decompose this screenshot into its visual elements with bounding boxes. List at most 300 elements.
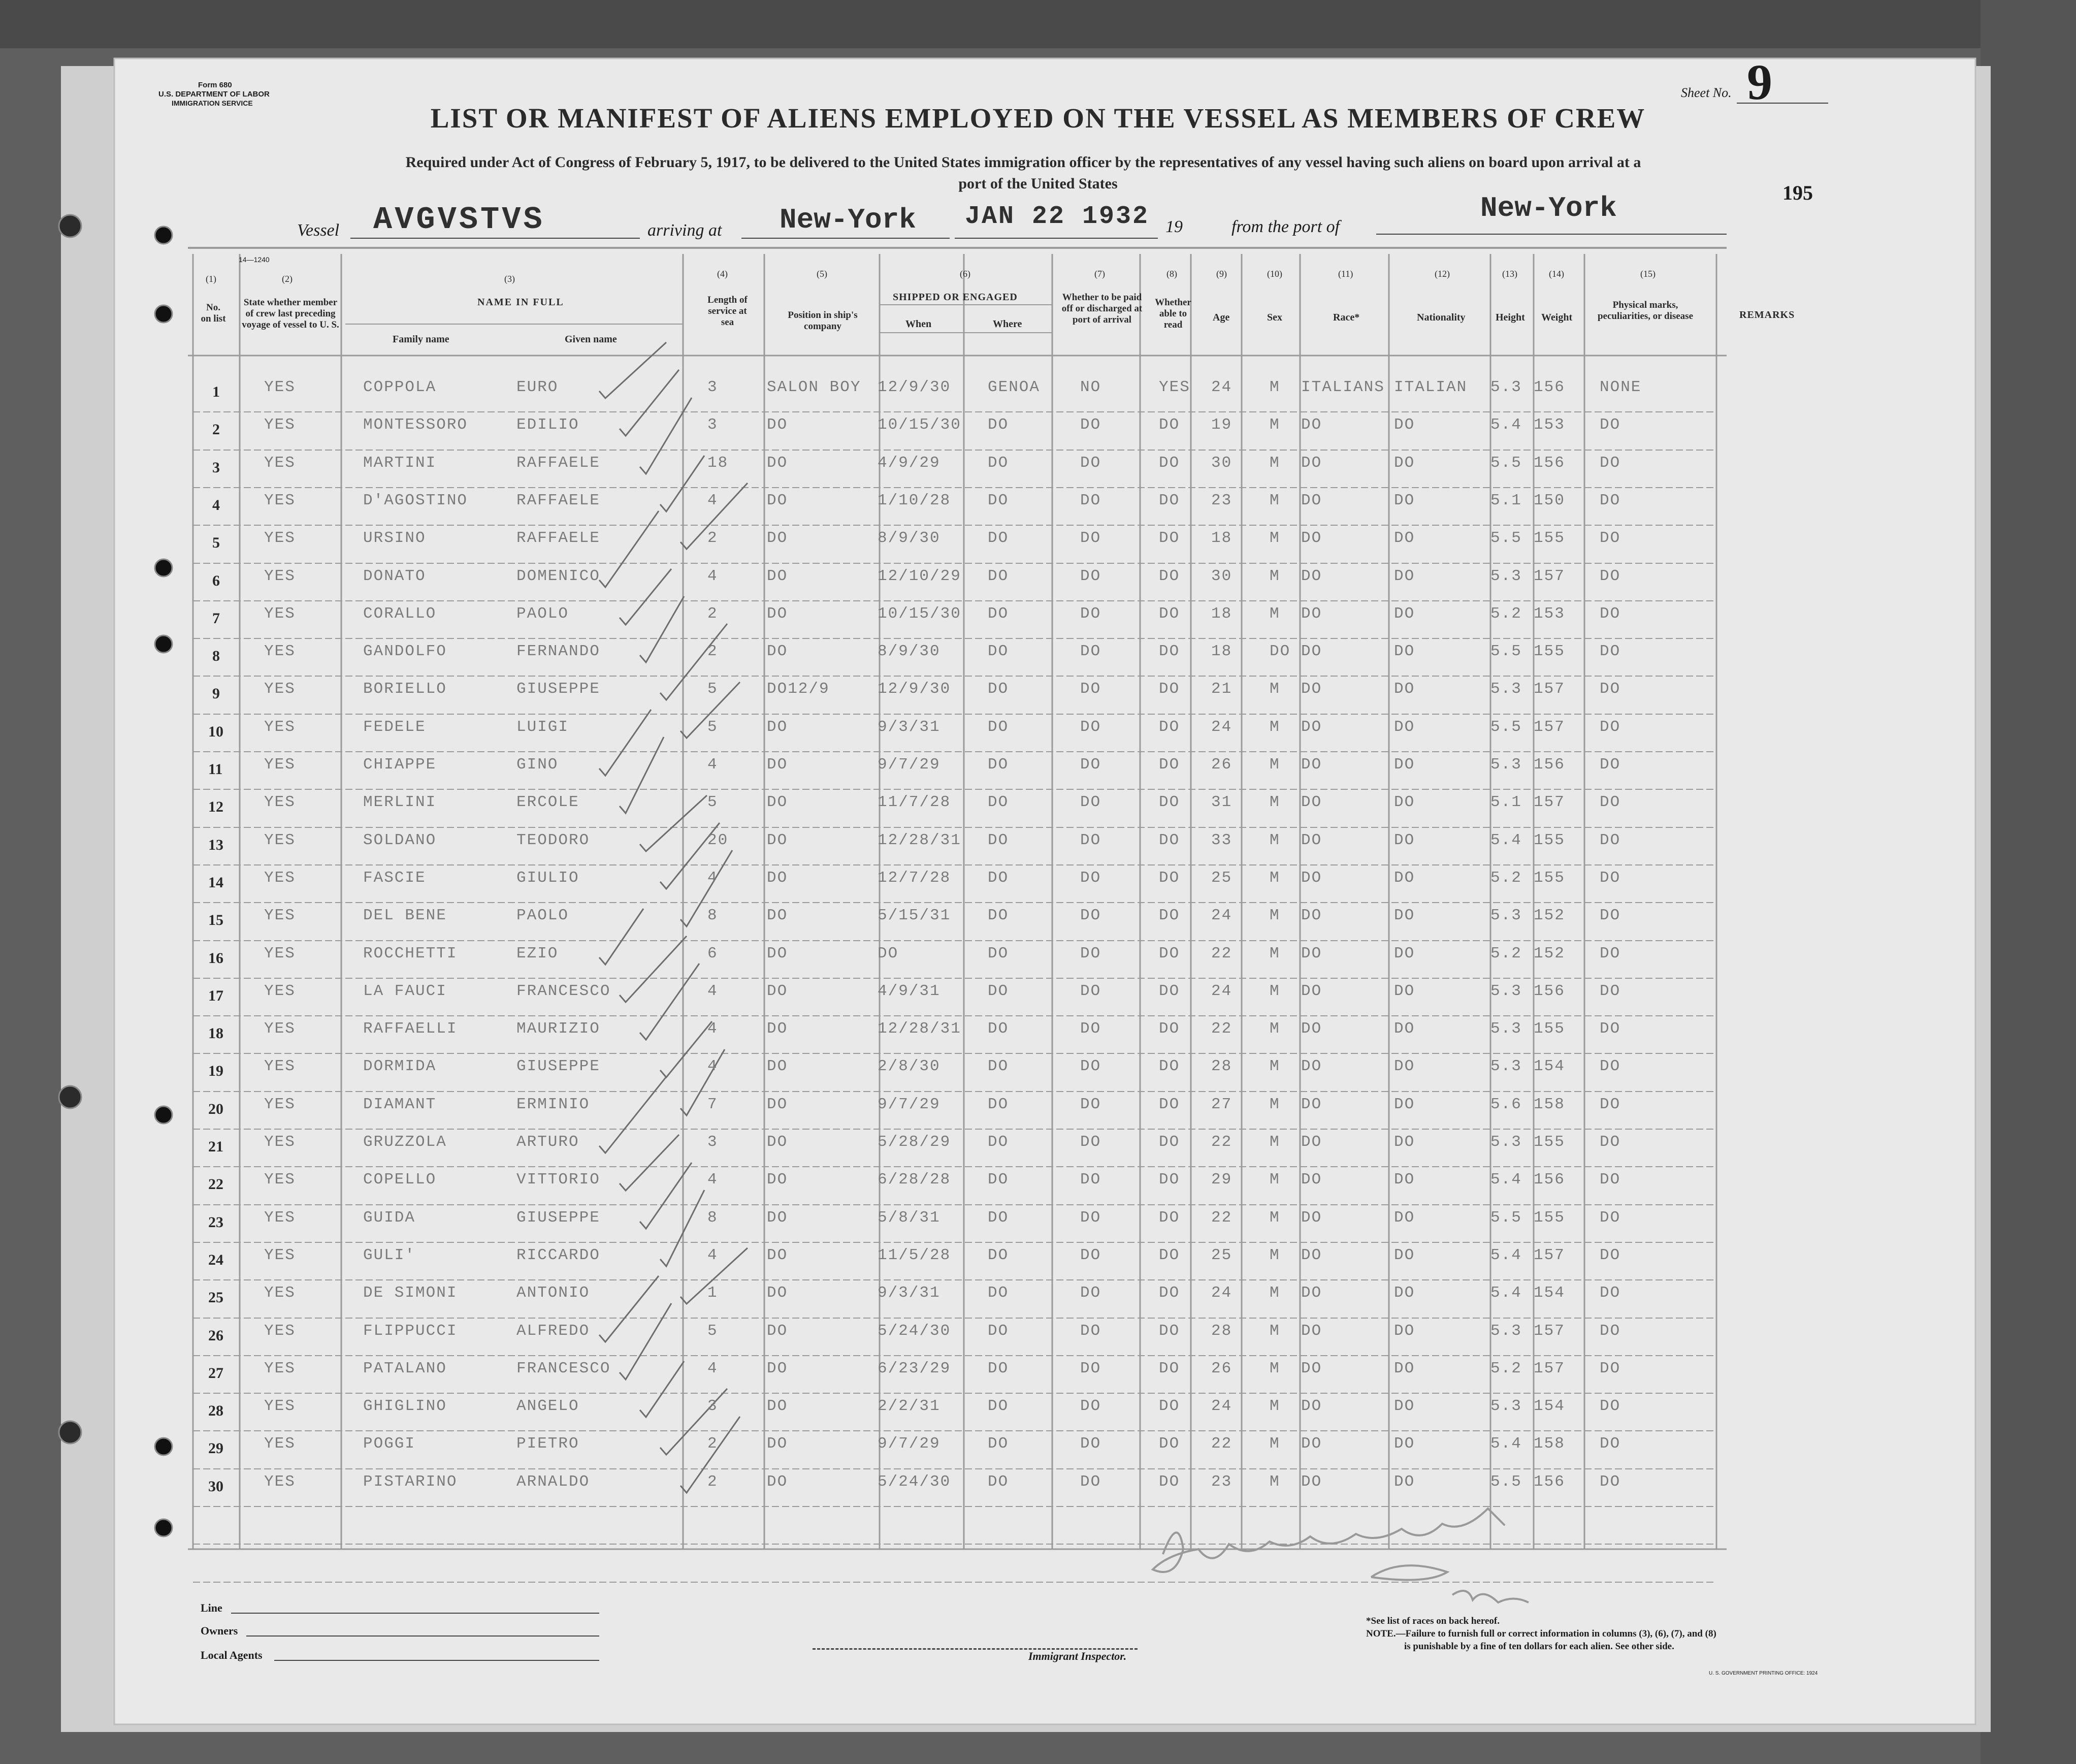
cell-height: 5.3 xyxy=(1490,982,1522,1000)
cell-family: SOLDANO xyxy=(363,831,437,849)
arriving-port: New-York xyxy=(780,204,916,236)
cell-service: 4 xyxy=(707,567,718,585)
cell-given: RAFFAELE xyxy=(516,454,600,472)
cell-marks: DO xyxy=(1600,1171,1621,1189)
cell-given: EDILIO xyxy=(516,416,579,434)
cell-age: 19 xyxy=(1211,416,1232,434)
cell-position: DO xyxy=(767,643,788,660)
cell-age: 18 xyxy=(1211,529,1232,547)
cell-height: 5.4 xyxy=(1490,1435,1522,1453)
cell-read: DO xyxy=(1159,1397,1180,1415)
row-number: 2 xyxy=(212,421,220,438)
cell-height: 5.3 xyxy=(1490,1397,1522,1415)
cell-nationality: DO xyxy=(1394,1397,1415,1415)
cell-family: DIAMANT xyxy=(363,1096,437,1113)
cell-weight: 157 xyxy=(1534,1322,1565,1340)
cell-prev: YES xyxy=(264,945,296,963)
cell-given: GIUSEPPE xyxy=(516,1057,600,1075)
page-title: LIST OR MANIFEST OF ALIENS EMPLOYED ON THE VESSEL AS MEMBERS OF CREW xyxy=(430,103,1646,134)
cell-age: 26 xyxy=(1211,1360,1232,1377)
cell-service: 2 xyxy=(707,529,718,547)
cell-race: DO xyxy=(1301,756,1322,774)
col-13-label: Height xyxy=(1496,312,1525,323)
cell-service: 2 xyxy=(707,605,718,623)
cell-when: 5/24/30 xyxy=(878,1322,951,1340)
cell-prev: YES xyxy=(264,1360,296,1377)
cell-given: VITTORIO xyxy=(516,1171,600,1189)
cell-where: DO xyxy=(988,1397,1009,1415)
row-number: 25 xyxy=(208,1289,223,1306)
cell-height: 5.3 xyxy=(1490,1057,1522,1075)
row-number: 8 xyxy=(212,648,220,664)
cell-when: 11/7/28 xyxy=(878,793,951,811)
cell-family: DEL BENE xyxy=(363,907,447,924)
col-10-label: Sex xyxy=(1267,312,1282,323)
department: U.S. DEPARTMENT OF LABOR xyxy=(158,90,270,99)
cell-when: 2/2/31 xyxy=(878,1397,940,1415)
cell-sex: M xyxy=(1270,1246,1280,1264)
col-8-label: Whether able to read xyxy=(1155,297,1191,330)
cell-sex: M xyxy=(1270,1435,1280,1453)
cell-position: DO xyxy=(767,605,788,623)
cell-service: 4 xyxy=(707,1020,718,1038)
cell-service: 3 xyxy=(707,1397,718,1415)
cell-given: LUIGI xyxy=(516,718,569,736)
cell-given: GIUSEPPE xyxy=(516,680,600,698)
cell-race: DO xyxy=(1301,982,1322,1000)
cell-sex: M xyxy=(1270,907,1280,924)
cell-race: DO xyxy=(1301,1397,1322,1415)
cell-position: DO xyxy=(767,567,788,585)
cell-nationality: DO xyxy=(1394,643,1415,660)
cell-race: DO xyxy=(1301,1322,1322,1340)
cell-sex: M xyxy=(1270,1397,1280,1415)
cell-height: 5.3 xyxy=(1490,907,1522,924)
cell-weight: 155 xyxy=(1534,529,1565,547)
cell-paid: DO xyxy=(1080,907,1101,924)
cell-sex: M xyxy=(1270,1057,1280,1075)
note-line-1: NOTE.—Failure to furnish full or correct information in columns (3), (6), (7), and (8) xyxy=(1366,1628,1716,1639)
cell-marks: DO xyxy=(1600,1096,1621,1113)
cell-marks: DO xyxy=(1600,1133,1621,1151)
cell-race: DO xyxy=(1301,643,1322,660)
col-remarks-label: REMARKS xyxy=(1739,309,1795,320)
cell-read: YES xyxy=(1159,378,1190,396)
cell-service: 4 xyxy=(707,1360,718,1377)
cell-prev: YES xyxy=(264,1473,296,1491)
cell-age: 23 xyxy=(1211,1473,1232,1491)
cell-when: 12/9/30 xyxy=(878,680,951,698)
cell-when: 9/7/29 xyxy=(878,1435,940,1453)
cell-prev: YES xyxy=(264,1435,296,1453)
cell-where: DO xyxy=(988,756,1009,774)
cell-weight: 155 xyxy=(1534,831,1565,849)
cell-nationality: DO xyxy=(1394,1473,1415,1491)
cell-sex: M xyxy=(1270,605,1280,623)
cell-height: 5.5 xyxy=(1490,454,1522,472)
cell-position: DO xyxy=(767,1435,788,1453)
cell-read: DO xyxy=(1159,1020,1180,1038)
cell-sex: M xyxy=(1270,492,1280,509)
cell-read: DO xyxy=(1159,1209,1180,1227)
cell-height: 5.3 xyxy=(1490,680,1522,698)
cell-height: 5.6 xyxy=(1490,1096,1522,1113)
cell-sex: M xyxy=(1270,982,1280,1000)
cell-where: DO xyxy=(988,1133,1009,1151)
cell-where: DO xyxy=(988,945,1009,963)
cell-read: DO xyxy=(1159,643,1180,660)
cell-position: DO xyxy=(767,1397,788,1415)
cell-family: LA FAUCI xyxy=(363,982,447,1000)
cell-when: 9/3/31 xyxy=(878,718,940,736)
row-number: 24 xyxy=(208,1252,223,1268)
cell-nationality: DO xyxy=(1394,529,1415,547)
cell-given: RAFFAELE xyxy=(516,492,600,509)
cell-race: DO xyxy=(1301,1360,1322,1377)
cell-age: 25 xyxy=(1211,869,1232,887)
row-number: 5 xyxy=(212,534,220,551)
cell-sex: M xyxy=(1270,1360,1280,1377)
cell-given: DOMENICO xyxy=(516,567,600,585)
cell-prev: YES xyxy=(264,1133,296,1151)
cell-family: FEDELE xyxy=(363,718,426,736)
cell-height: 5.4 xyxy=(1490,831,1522,849)
cell-weight: 158 xyxy=(1534,1096,1565,1113)
cell-service: 18 xyxy=(707,454,729,472)
cell-weight: 157 xyxy=(1534,567,1565,585)
cell-nationality: DO xyxy=(1394,1284,1415,1302)
cell-height: 5.5 xyxy=(1490,1209,1522,1227)
cell-family: ROCCHETTI xyxy=(363,945,458,963)
cell-position: DO xyxy=(767,492,788,509)
col-9-label: Age xyxy=(1213,312,1230,323)
col-15-num: (15) xyxy=(1640,269,1656,279)
cell-paid: DO xyxy=(1080,1360,1101,1377)
cell-nationality: DO xyxy=(1394,605,1415,623)
cell-service: 5 xyxy=(707,680,718,698)
cell-nationality: DO xyxy=(1394,718,1415,736)
row-number: 17 xyxy=(208,987,223,1004)
cell-given: FRANCESCO xyxy=(516,982,611,1000)
cell-position: DO xyxy=(767,1209,788,1227)
cell-age: 22 xyxy=(1211,1020,1232,1038)
vessel-underline xyxy=(350,238,640,239)
cell-where: DO xyxy=(988,492,1009,509)
cell-service: 6 xyxy=(707,945,718,963)
cell-height: 5.4 xyxy=(1490,1284,1522,1302)
col-10-num: (10) xyxy=(1267,269,1282,279)
cell-prev: YES xyxy=(264,605,296,623)
col-14-num: (14) xyxy=(1549,269,1564,279)
cell-position: DO xyxy=(767,1057,788,1075)
cell-when: 5/24/30 xyxy=(878,1473,951,1491)
cell-marks: DO xyxy=(1600,1020,1621,1038)
cell-when: 5/28/29 xyxy=(878,1133,951,1151)
cell-nationality: DO xyxy=(1394,680,1415,698)
cell-prev: YES xyxy=(264,1322,296,1340)
cell-where: DO xyxy=(988,567,1009,585)
cell-height: 5.5 xyxy=(1490,1473,1522,1491)
col-12-num: (12) xyxy=(1435,269,1450,279)
cell-position: DO xyxy=(767,416,788,434)
cell-age: 22 xyxy=(1211,1209,1232,1227)
cell-age: 24 xyxy=(1211,1397,1232,1415)
cell-read: DO xyxy=(1159,1360,1180,1377)
cell-service: 20 xyxy=(707,831,729,849)
cell-read: DO xyxy=(1159,1284,1180,1302)
cell-race: DO xyxy=(1301,1171,1322,1189)
cell-height: 5.3 xyxy=(1490,378,1522,396)
cell-race: DO xyxy=(1301,680,1322,698)
cell-marks: DO xyxy=(1600,907,1621,924)
cell-paid: DO xyxy=(1080,982,1101,1000)
cell-position: DO xyxy=(767,1133,788,1151)
agents-label: Local Agents xyxy=(201,1649,263,1661)
cell-paid: DO xyxy=(1080,718,1101,736)
cell-age: 28 xyxy=(1211,1322,1232,1340)
cell-read: DO xyxy=(1159,945,1180,963)
cell-family: BORIELLO xyxy=(363,680,447,698)
cell-where: DO xyxy=(988,1096,1009,1113)
cell-family: CHIAPPE xyxy=(363,756,437,774)
cell-nationality: DO xyxy=(1394,1020,1415,1038)
cell-when: 4/9/29 xyxy=(878,454,940,472)
cell-prev: YES xyxy=(264,416,296,434)
cell-read: DO xyxy=(1159,454,1180,472)
row-number: 1 xyxy=(212,383,220,400)
cell-where: DO xyxy=(988,529,1009,547)
cell-prev: YES xyxy=(264,643,296,660)
cell-where: DO xyxy=(988,1171,1009,1189)
cell-marks: DO xyxy=(1600,718,1621,736)
row-number: 28 xyxy=(208,1402,223,1419)
row-number: 30 xyxy=(208,1478,223,1495)
cell-read: DO xyxy=(1159,1096,1180,1113)
cell-family: DE SIMONI xyxy=(363,1284,458,1302)
cell-race: DO xyxy=(1301,1246,1322,1264)
cell-when: 8/9/30 xyxy=(878,529,940,547)
cell-sex: M xyxy=(1270,869,1280,887)
col-3-num: (3) xyxy=(504,274,515,284)
cell-read: DO xyxy=(1159,1171,1180,1189)
cell-given: ARNALDO xyxy=(516,1473,590,1491)
cell-marks: DO xyxy=(1600,680,1621,698)
cell-sex: M xyxy=(1270,1171,1280,1189)
cell-height: 5.2 xyxy=(1490,605,1522,623)
cell-race: DO xyxy=(1301,831,1322,849)
cell-age: 24 xyxy=(1211,378,1232,396)
row-number: 26 xyxy=(208,1327,223,1344)
cell-service: 4 xyxy=(707,869,718,887)
cell-sex: DO xyxy=(1270,643,1291,660)
cell-age: 22 xyxy=(1211,1435,1232,1453)
stamp-number: 195 xyxy=(1782,181,1813,204)
cell-position: DO xyxy=(767,907,788,924)
cell-height: 5.3 xyxy=(1490,1322,1522,1340)
cell-service: 3 xyxy=(707,1133,718,1151)
cell-paid: DO xyxy=(1080,492,1101,509)
cell-prev: YES xyxy=(264,718,296,736)
cell-prev: YES xyxy=(264,1171,296,1189)
cell-position: DO xyxy=(767,1171,788,1189)
cell-paid: DO xyxy=(1080,756,1101,774)
cell-service: 4 xyxy=(707,492,718,509)
col-3-family: Family name xyxy=(393,334,449,345)
cell-where: DO xyxy=(988,1322,1009,1340)
cell-weight: 155 xyxy=(1534,869,1565,887)
cell-height: 5.3 xyxy=(1490,756,1522,774)
cell-given: PAOLO xyxy=(516,605,569,623)
vessel-label: Vessel xyxy=(297,221,340,240)
cell-service: 1 xyxy=(707,1284,718,1302)
cell-sex: M xyxy=(1270,680,1280,698)
cell-marks: DO xyxy=(1600,416,1621,434)
cell-read: DO xyxy=(1159,416,1180,434)
cell-paid: DO xyxy=(1080,416,1101,434)
cell-prev: YES xyxy=(264,1096,296,1113)
cell-paid: DO xyxy=(1080,1322,1101,1340)
cell-marks: DO xyxy=(1600,1209,1621,1227)
cell-age: 25 xyxy=(1211,1246,1232,1264)
from-port: New-York xyxy=(1480,192,1617,224)
cell-prev: YES xyxy=(264,1284,296,1302)
cell-prev: YES xyxy=(264,1209,296,1227)
cell-sex: M xyxy=(1270,1133,1280,1151)
vessel-name: AVGVSTVS xyxy=(373,202,545,238)
cell-race: DO xyxy=(1301,945,1322,963)
cell-paid: DO xyxy=(1080,567,1101,585)
cell-service: 4 xyxy=(707,1171,718,1189)
cell-service: 5 xyxy=(707,1322,718,1340)
cell-family: GANDOLFO xyxy=(363,643,447,660)
cell-sex: M xyxy=(1270,756,1280,774)
cell-family: COPPOLA xyxy=(363,378,437,396)
cell-sex: M xyxy=(1270,718,1280,736)
agents-underline xyxy=(274,1660,599,1661)
cell-nationality: DO xyxy=(1394,416,1415,434)
cell-position: DO xyxy=(767,1473,788,1491)
cell-height: 5.3 xyxy=(1490,1133,1522,1151)
cell-position: DO12/9 xyxy=(767,680,830,698)
cell-when: 1/10/28 xyxy=(878,492,951,509)
sheet-number: 9 xyxy=(1747,54,1772,110)
cell-when: 8/9/30 xyxy=(878,643,940,660)
cell-read: DO xyxy=(1159,831,1180,849)
cell-when: 12/9/30 xyxy=(878,378,951,396)
cell-marks: DO xyxy=(1600,567,1621,585)
cell-nationality: DO xyxy=(1394,1246,1415,1264)
col-1-num: (1) xyxy=(206,274,216,284)
cell-paid: DO xyxy=(1080,1209,1101,1227)
cell-marks: DO xyxy=(1600,492,1621,509)
row-number: 23 xyxy=(208,1214,223,1231)
cell-where: DO xyxy=(988,793,1009,811)
cell-position: DO xyxy=(767,1096,788,1113)
row-number: 12 xyxy=(208,798,223,815)
col-2-label: State whether member of crew last preceding voyage of vessel to U. S. xyxy=(242,297,339,330)
arrival-date: JAN 22 1932 xyxy=(965,202,1150,231)
cell-age: 26 xyxy=(1211,756,1232,774)
cell-sex: M xyxy=(1270,529,1280,547)
cell-marks: DO xyxy=(1600,756,1621,774)
cell-where: DO xyxy=(988,643,1009,660)
cell-prev: YES xyxy=(264,831,296,849)
cell-marks: DO xyxy=(1600,1397,1621,1415)
cell-service: 4 xyxy=(707,1057,718,1075)
cell-prev: YES xyxy=(264,529,296,547)
cell-nationality: DO xyxy=(1394,1322,1415,1340)
cell-height: 5.1 xyxy=(1490,793,1522,811)
cell-paid: DO xyxy=(1080,1133,1101,1151)
cell-weight: 155 xyxy=(1534,1209,1565,1227)
cell-where: DO xyxy=(988,1020,1009,1038)
cell-family: GULI' xyxy=(363,1246,416,1264)
cell-weight: 155 xyxy=(1534,1133,1565,1151)
cell-family: GUIDA xyxy=(363,1209,416,1227)
cell-prev: YES xyxy=(264,982,296,1000)
cell-sex: M xyxy=(1270,567,1280,585)
cell-height: 5.3 xyxy=(1490,1020,1522,1038)
cell-age: 22 xyxy=(1211,945,1232,963)
cell-nationality: DO xyxy=(1394,1360,1415,1377)
cell-paid: DO xyxy=(1080,945,1101,963)
cell-paid: DO xyxy=(1080,643,1101,660)
cell-where: DO xyxy=(988,1360,1009,1377)
cell-prev: YES xyxy=(264,869,296,887)
cell-age: 28 xyxy=(1211,1057,1232,1075)
cell-family: CORALLO xyxy=(363,605,437,623)
row-number: 22 xyxy=(208,1176,223,1193)
cell-when: 12/28/31 xyxy=(878,831,961,849)
row-number: 10 xyxy=(208,723,223,740)
cell-marks: DO xyxy=(1600,1360,1621,1377)
cell-nationality: DO xyxy=(1394,1209,1415,1227)
cell-marks: DO xyxy=(1600,982,1621,1000)
cell-height: 5.2 xyxy=(1490,1360,1522,1377)
cell-age: 30 xyxy=(1211,454,1232,472)
row-number: 6 xyxy=(212,572,220,589)
inspector-label: Immigrant Inspector. xyxy=(1028,1650,1127,1662)
cell-read: DO xyxy=(1159,1246,1180,1264)
cell-prev: YES xyxy=(264,1057,296,1075)
cell-height: 5.5 xyxy=(1490,529,1522,547)
cell-race: DO xyxy=(1301,718,1322,736)
cell-age: 33 xyxy=(1211,831,1232,849)
cell-sex: M xyxy=(1270,1209,1280,1227)
cell-age: 23 xyxy=(1211,492,1232,509)
cell-nationality: DO xyxy=(1394,831,1415,849)
cell-where: DO xyxy=(988,416,1009,434)
cell-sex: M xyxy=(1270,378,1280,396)
cell-sex: M xyxy=(1270,1322,1280,1340)
cell-given: EZIO xyxy=(516,945,559,963)
row-number: 27 xyxy=(208,1365,223,1382)
cell-family: PATALANO xyxy=(363,1360,447,1377)
cell-nationality: DO xyxy=(1394,1435,1415,1453)
cell-service: 3 xyxy=(707,378,718,396)
cell-when: 12/10/29 xyxy=(878,567,961,585)
cell-race: DO xyxy=(1301,869,1322,887)
cell-paid: DO xyxy=(1080,605,1101,623)
cell-nationality: DO xyxy=(1394,1171,1415,1189)
cell-height: 5.4 xyxy=(1490,1246,1522,1264)
cell-prev: YES xyxy=(264,756,296,774)
cell-where: DO xyxy=(988,680,1009,698)
form-number: Form 680 xyxy=(198,81,232,89)
cell-position: DO xyxy=(767,454,788,472)
cell-family: COPELLO xyxy=(363,1171,437,1189)
cell-when: 5/15/31 xyxy=(878,907,951,924)
